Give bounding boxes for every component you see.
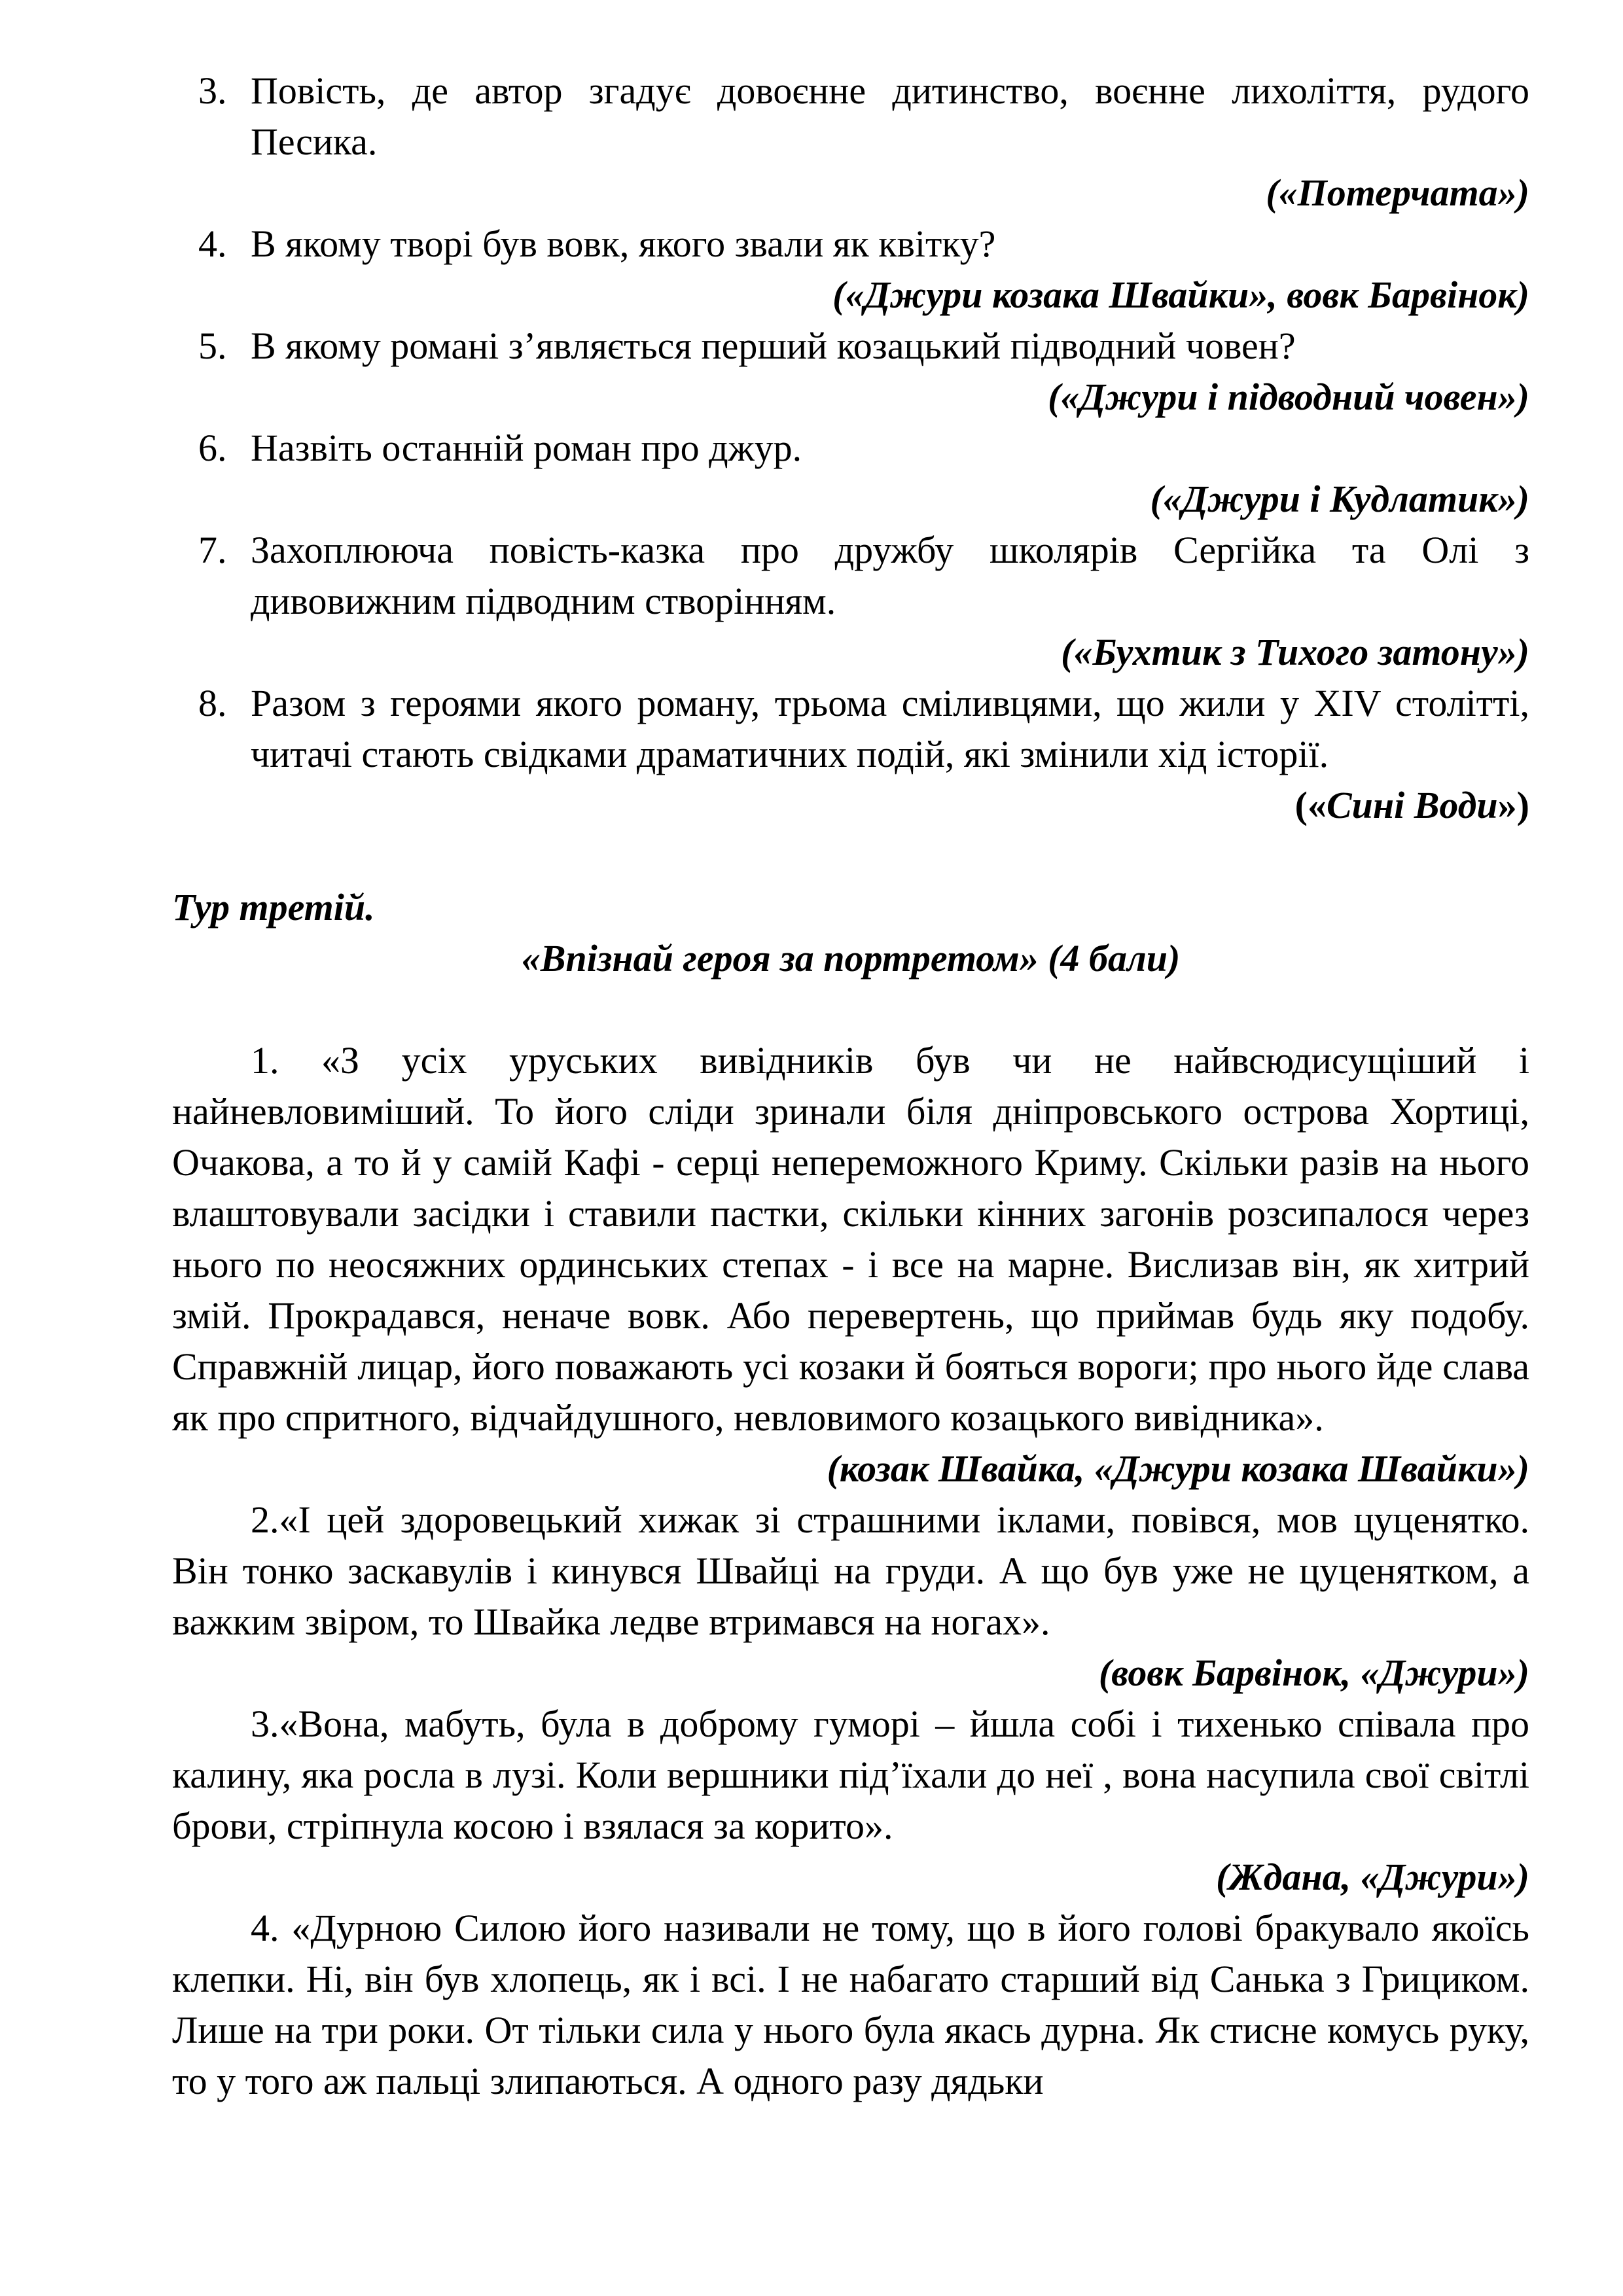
portrait-number: 2. [251, 1498, 279, 1541]
portrait-text: «Вона, мабуть, була в доброму гуморі – йшла собі і тихенько співала про калину, яка росла в лузі. Коли вершники під’їхали до неї , вона насупила свої світлі брови, стріпнула косою і взялася за корито». [172, 1703, 1529, 1847]
question-number: 4. [198, 222, 227, 265]
question-text: Захоплююча повість-казка про дружбу школярів Сергійка та Олі з дивовижним підводним створінням. [251, 529, 1529, 622]
question-answer: («Бухтик з Тихого затону») [1061, 631, 1529, 673]
portrait-text: «З усіх уруських вивідників був чи не найвсюдисущіший і найневловиміший. То його сліди зринали біля дніпровського острова Хортиці, Очакова, а то й у самій Кафі - серці непереможного Криму. Скільки разів на нього влаштовували засідки і ставили пастки, скільки кінних загонів розсипалося через нього по неосяжних ординських степах - і все на марне. Вислизав він, як хитрий змій. Прокрадався, неначе вовк. Або перевертень, що приймав будь яку подобу. Справжній лицар, його поважають усі козаки й бояться вороги; про нього йде слава як про спритного, відчайдушного, невловимого козацького вивідника». [172, 1039, 1529, 1439]
question-item [172, 678, 1529, 780]
tour-subtitle: «Впізнай героя за портретом» (4 бали) [521, 937, 1181, 980]
question-item [172, 423, 1529, 474]
portrait-number: 4. [251, 1907, 279, 1949]
answer-title: Сині Води [1326, 784, 1498, 826]
portrait-number: 3. [251, 1703, 279, 1745]
question-text: Повість, де автор згадує довоєнне дитинство, воєнне лихоліття, рудого Песика. [251, 69, 1529, 163]
portrait-answer: (Ждана, «Джури») [1216, 1856, 1529, 1898]
question-answer: («Джури і підводний човен») [1048, 376, 1529, 418]
page-content [172, 65, 1529, 2107]
question-answer: («Джури козака Швайки», вовк Барвінок) [832, 274, 1529, 316]
portrait-text: «І цей здоровецький хижак зі страшними іклами, повівся, мов цуценятко. Він тонко заскавулів і кинувся Швайці на груди. А що був уже не цуценятком, а важким звіром, то Швайка ледве втримався на ногах». [172, 1498, 1529, 1643]
question-number: 5. [198, 325, 227, 367]
portrait-paragraph [172, 1699, 1529, 1852]
question-number: 7. [198, 529, 227, 571]
question-text: Назвіть останній роман про джур. [251, 427, 802, 469]
question-number: 8. [198, 682, 227, 724]
portrait-number: 1. [251, 1039, 279, 1082]
answer-close: ») [1497, 784, 1529, 826]
question-item [172, 65, 1529, 168]
question-item [172, 525, 1529, 627]
portrait-answer: (козак Швайка, «Джури козака Швайки») [827, 1447, 1529, 1490]
portrait-paragraph [172, 1035, 1529, 1443]
question-text: В якому творі був вовк, якого звали як квітку? [251, 222, 996, 265]
portrait-answer: (вовк Барвінок, «Джури») [1098, 1651, 1529, 1694]
answer-open: (« [1294, 784, 1327, 826]
portrait-paragraph [172, 1903, 1529, 2107]
question-item [172, 321, 1529, 372]
question-item [172, 219, 1529, 270]
question-number: 6. [198, 427, 227, 469]
question-answer: («Потерчата») [1266, 171, 1529, 214]
question-answer [172, 780, 1529, 831]
question-answer: («Джури і Кудлатик») [1150, 478, 1529, 520]
question-text: Разом з героями якого роману, трьома сміливцями, що жили у XIV столітті, читачі стають свідками драматичних подій, які змінили хід історії. [251, 682, 1529, 775]
question-text: В якому романі з’являється перший козацький підводний човен? [251, 325, 1296, 367]
tour-title: Тур третій. [172, 886, 375, 928]
question-number: 3. [198, 69, 227, 112]
spacer [172, 984, 1529, 1035]
portrait-text: «Дурною Силою його називали не тому, що в його голові бракувало якоїсь клепки. Ні, він був хлопець, як і всі. І не набагато старший від Санька з Грициком. Лише на три роки. От тільки сила у нього була якась дурна. Як стисне комусь руку, то у того аж пальці злипаються. А одного разу дядьки [172, 1907, 1529, 2102]
portrait-paragraph [172, 1494, 1529, 1648]
